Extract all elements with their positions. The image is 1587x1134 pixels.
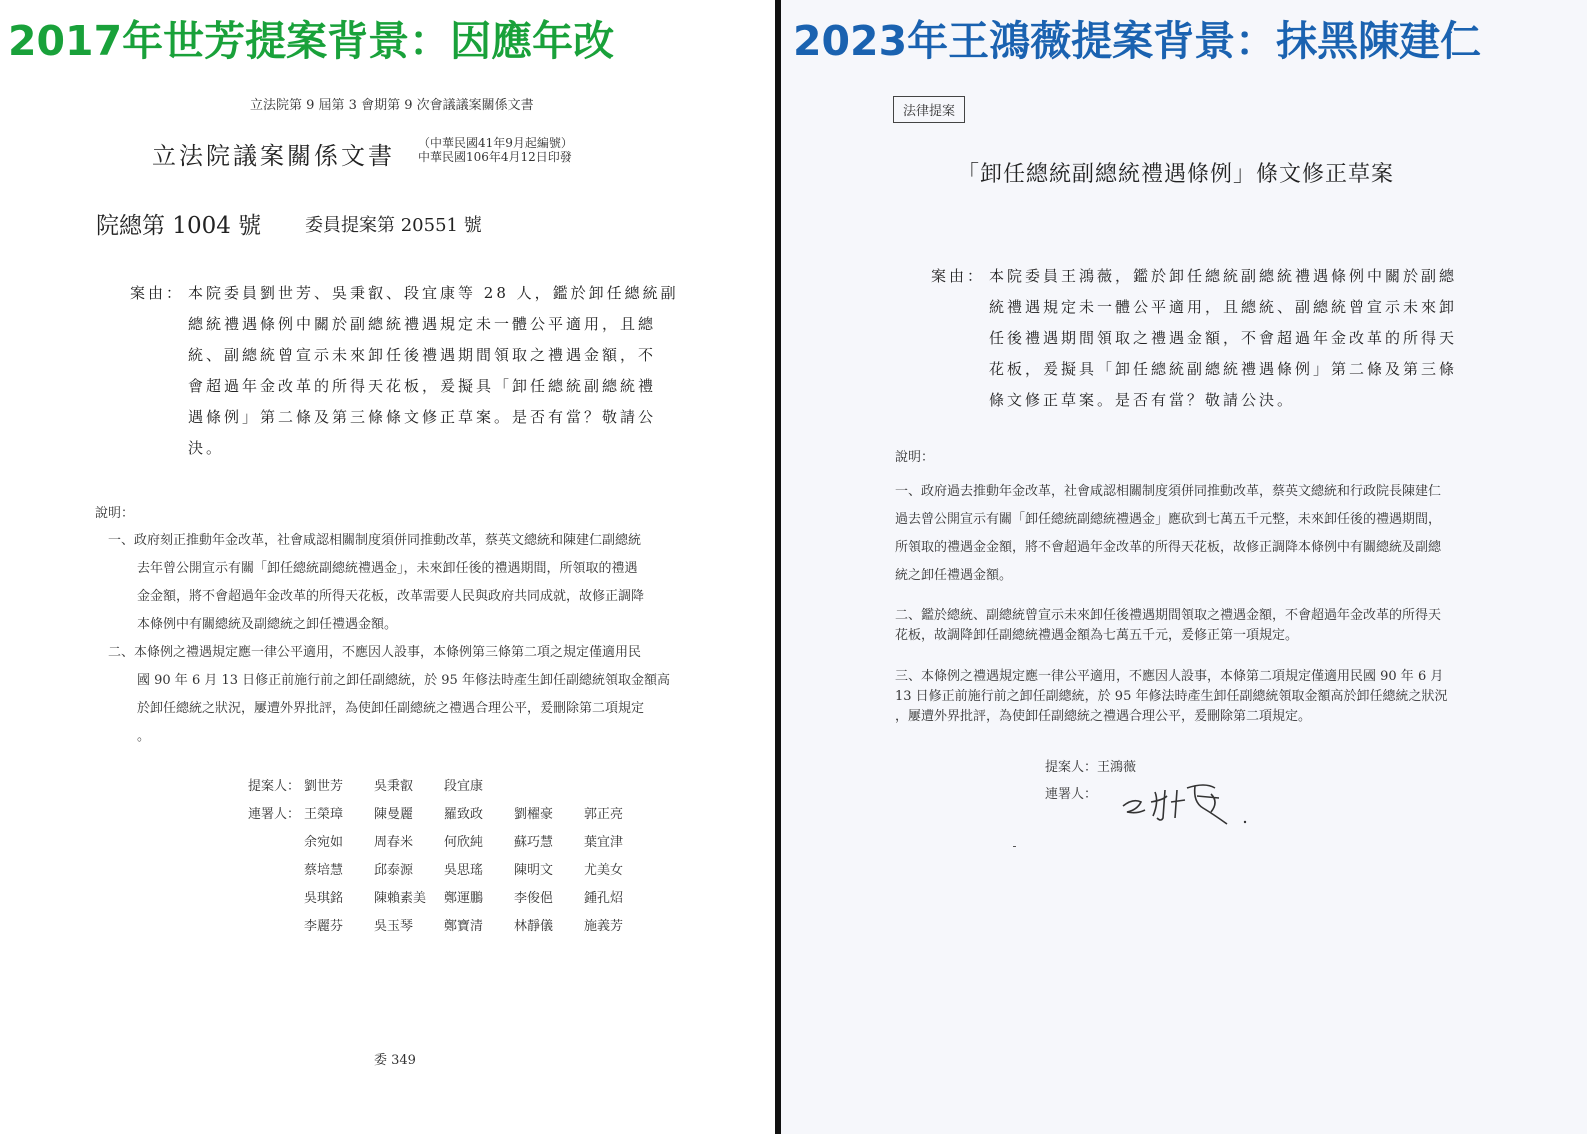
left-headline: 2017年世芳提案背景：因應年改: [8, 17, 615, 65]
explanation-line: 去年曾公開宣示有關「卸任總統副總統禮遇金」，未來卸任後的禮遇期間，所領取的禮遇: [137, 561, 638, 576]
cosigner-name: 吳琪銘: [304, 891, 344, 906]
explanation-label: 說明：: [95, 506, 135, 521]
handwritten-signature: [1115, 772, 1265, 832]
cosigner-name: 葉宜津: [584, 835, 624, 850]
cosigner-name: 陳明文: [514, 863, 554, 878]
cosigner-name: 林靜儀: [514, 919, 554, 934]
case-line: 本院委員劉世芳、吳秉叡、段宜康等 28 人，鑑於卸任總統副: [188, 284, 679, 302]
explanation-item-1: [895, 478, 1441, 590]
proposer-name: 吳秉叡: [374, 779, 414, 794]
case-label: 案由：: [931, 267, 986, 285]
cosigner-name: 羅致政: [444, 807, 484, 822]
explanation-line: 三、本條例之禮遇規定應一律公平適用，不應因人設事，本條第二項規定僅適用民國 90 年 6 月: [895, 669, 1444, 684]
meeting-line: 立法院第 9 屆第 3 會期第 9 次會議議案關係文書: [250, 98, 534, 113]
edition-line-1: （中華民國41年9月起編號）: [418, 136, 573, 150]
doc-title: 「卸任總統副總統禮遇條例」條文修正草案: [957, 162, 1395, 187]
case-line: 統禮遇規定未一體公平適用，且總統、副總統曾宣示未來卸: [989, 298, 1458, 316]
explanation-line: 一、政府過去推動年金改革，社會咸認相關制度須併同推動改革，蔡英文總統和行政院長陳建仁: [895, 484, 1442, 499]
page-number: 委 349: [374, 1053, 416, 1068]
cosigner-name: 劉櫂豪: [514, 807, 554, 822]
explanation-line: ，屢遭外界批評，為使卸任副總統之禮遇合理公平，爰刪除第二項規定。: [895, 709, 1312, 724]
cosigner-name: 鍾孔炤: [584, 891, 624, 906]
cosigner-name: 何欣純: [444, 835, 484, 850]
explanation-line: 花板，故調降卸任副總統禮遇金額為七萬五千元，爰修正第一項規定。: [895, 628, 1299, 643]
explanation-line: 本條例中有關總統及副總統之卸任禮遇金額。: [137, 617, 398, 632]
cosigner-name: 郭正亮: [584, 807, 624, 822]
case-line: 會超過年金改革的所得天花板，爰擬具「卸任總統副總統禮: [188, 377, 657, 395]
explanation-line: 金金額，將不會超過年金改革的所得天花板，改革需要人民與政府共同成就，故修正調降: [137, 589, 645, 604]
proposer-name: 劉世芳: [304, 779, 344, 794]
explanation-item-3: [895, 667, 1447, 727]
explanation-line: 13 日修正前施行前之卸任副總統，於 95 年修法時產生卸任副總統領取金額高於卸任總統之狀況: [895, 689, 1448, 704]
explanation-line: 國 90 年 6 月 13 日修正前施行前之卸任副總統，於 95 年修法時產生卸任副總統領取金額高: [137, 673, 670, 688]
explanation-label: 說明：: [895, 450, 935, 465]
explanation-line: 過去曾公開宣示有關「卸任總統副總統禮遇金」應砍到七萬五千元整，未來卸任後的禮遇期間，: [895, 512, 1442, 527]
cosigner-name: 陳曼麗: [374, 807, 414, 822]
cosigner-name: 陳賴素美: [374, 891, 427, 906]
cosigner-name: 蘇巧慧: [514, 835, 554, 850]
case-line: 條文修正草案。是否有當？敬請公決。: [989, 391, 1296, 409]
case-label: 案由：: [130, 284, 185, 302]
right-headline: 2023年王鴻薇提案背景：抹黑陳建仁: [793, 17, 1482, 65]
cosigner-name: 吳思瑤: [444, 863, 484, 878]
explanation-line: 統之卸任禮遇金額。: [895, 568, 1013, 583]
cosigner-name: 李麗芬: [304, 919, 344, 934]
cosigner-block: [248, 801, 654, 941]
case-text: [188, 278, 679, 464]
cosigner-name: 余宛如: [304, 835, 344, 850]
cosigner-name: 鄭寶清: [444, 919, 484, 934]
edition-info: [418, 136, 573, 164]
explanation-line: 所領取的禮遇金金額，將不會超過年金改革的所得天花板，故修正調降本條例中有關總統及副總: [895, 540, 1442, 555]
explanation-line: 二、鑑於總統、副總統曾宣示未來卸任後禮遇期間領取之禮遇金額，不會超過年金改革的所得天: [895, 608, 1442, 623]
explanation-line: 一、政府刻正推動年金改革，社會咸認相關制度須併同推動改革，蔡英文總統和陳建仁副總統: [108, 533, 642, 548]
cosigner-name: 吳玉琴: [374, 919, 414, 934]
number-main: 院總第 1004 號: [96, 213, 262, 239]
cosigner-name: 鄭運鵬: [444, 891, 484, 906]
case-line: 統、副總統曾宣示未來卸任後禮遇期間領取之禮遇金額，不: [188, 346, 657, 364]
proposer-line: 提案人：王鴻薇: [1045, 760, 1137, 775]
explanation-item-2: [895, 606, 1441, 646]
number-sub: 委員提案第 20551 號: [305, 215, 482, 236]
right-document-panel: [781, 0, 1587, 1134]
explanation-line: 二、本條例之禮遇規定應一律公平適用，不應因人設事，本條例第三條第二項之規定僅適用民: [108, 645, 642, 660]
explanation-line: 於卸任總統之狀況，屢遭外界批評，為使卸任副總統之禮遇合理公平，爰刪除第二項規定: [137, 701, 645, 716]
cosigner-name: 王榮璋: [304, 807, 344, 822]
proposer-row: [248, 773, 514, 801]
case-line: 花板，爰擬具「卸任總統副總統禮遇條例」第二條及第三條: [989, 360, 1458, 378]
case-text: [989, 261, 1457, 416]
cosigner-label: 連署人：: [248, 807, 301, 822]
stray-mark: [1013, 846, 1016, 847]
cosigner-name: 李俊俋: [514, 891, 554, 906]
left-document-panel: [0, 0, 775, 1134]
cosigner-name: 蔡培慧: [304, 863, 344, 878]
proposer-label: 提案人：: [248, 779, 301, 794]
proposal-tag: 法律提案: [893, 96, 965, 123]
explanation-line: 。: [137, 729, 151, 744]
case-line: 總統禮遇條例中關於副總統禮遇規定未一體公平適用，且總: [188, 315, 657, 333]
cosigner-name: 周春米: [374, 835, 414, 850]
case-line: 遇條例」第二條及第三條條文修正草案。是否有當？敬請公: [188, 408, 657, 426]
case-line: 決。: [188, 439, 225, 457]
explanation-item-1: [108, 527, 670, 751]
cosigner-label: 連署人：: [1045, 787, 1098, 802]
cosigner-name: 施義芳: [584, 919, 624, 934]
cosigner-name: 邱泰源: [374, 863, 414, 878]
doc-title: 立法院議案關係文書: [152, 142, 395, 170]
case-line: 任後禮遇期間領取之禮遇金額，不會超過年金改革的所得天: [989, 329, 1458, 347]
proposer-name: 段宜康: [444, 779, 484, 794]
edition-line-2: 中華民國106年4月12日印發: [418, 150, 572, 164]
cosigner-name: 尤美女: [584, 863, 624, 878]
case-line: 本院委員王鴻薇，鑑於卸任總統副總統禮遇條例中關於副總: [989, 267, 1458, 285]
